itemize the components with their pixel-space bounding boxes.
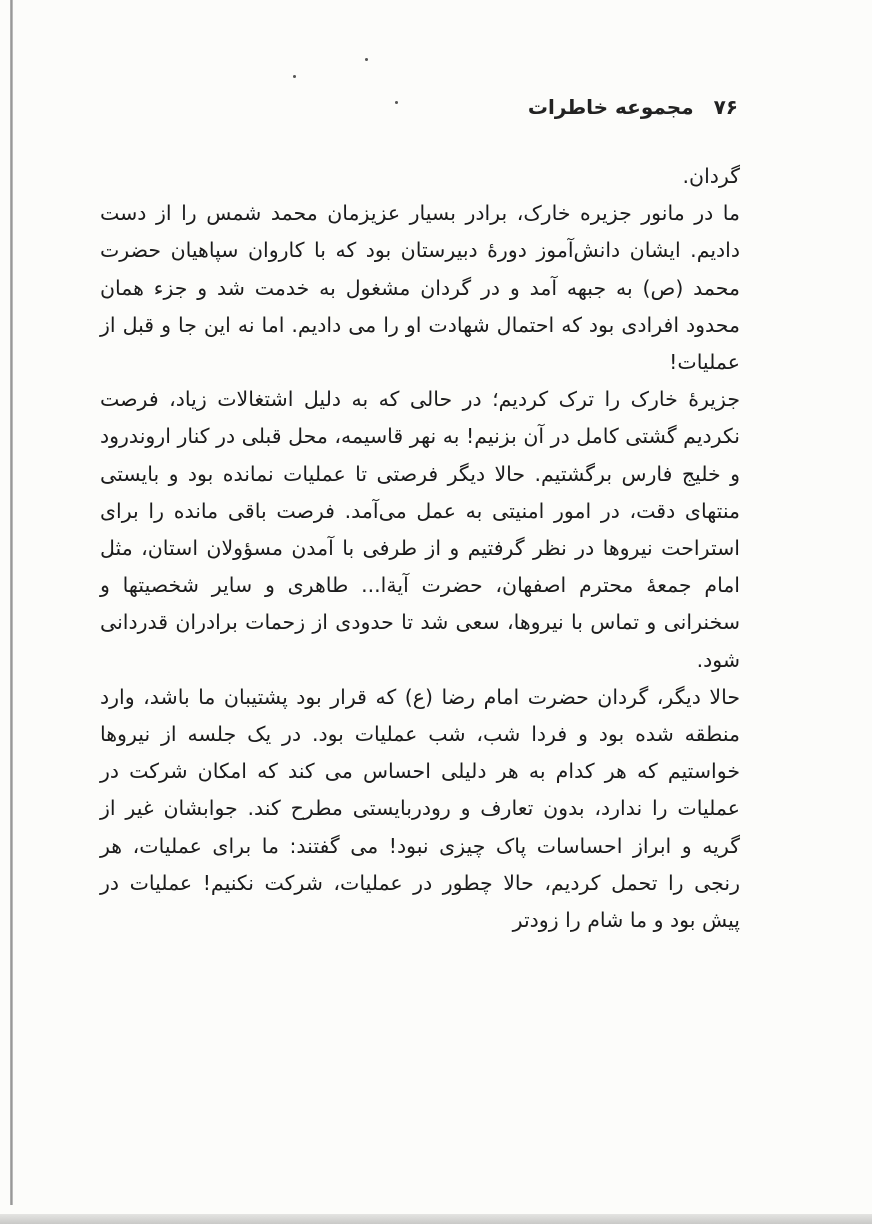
page-number: ۷۶ [713,95,738,119]
book-spine-shadow [10,0,13,1205]
speck-mark [365,58,368,61]
speck-mark [293,75,296,78]
paragraph: ما در مانور جزیره خارک، برادر بسیار عزیزمان محمد شمس را از دست دادیم. ایشان دانش‌آموز دورهٔ دبیرستان بود که با کاروان سپاهیان حضرت محمد (ص) به جبهه آمد و در گردان مشغول به خدمت شد و جزء همان محدود افرادی بود که احتمال شهادت او را می دادیم. اما نه این جا و قبل از عملیات! [100,201,740,375]
speck-mark [395,101,398,104]
running-title: مجموعه خاطرات [527,95,694,119]
paragraph: جزیرهٔ خارک را ترک کردیم؛ در حالی که به دلیل اشتغالات زیاد، فرصت نکردیم گشتی کامل در آن بزنیم! به نهر قاسیمه، محل قبلی در کنار اروندرود و خلیج فارس برگشتیم. حالا دیگر فرصتی تا عملیات نمانده بود و بایستی منتهای دقت، در امور امنیتی به عمل می‌آمد. فرصت باقی مانده را برای استراحت نیروها در نظر گرفتیم و از طرفی با آمدن مسؤولان استان، مثل امام جمعهٔ محترم اصفهان، حضرت آیة‌ا... طاهری و سایر شخصیتها و سخنرانی و تماس با نیروها، سعی شد تا حدودی از زحمات برادران قدردانی شود. [100,387,740,672]
paragraph: گردان. [682,164,740,188]
page-header [500,90,738,124]
page-bottom-edge [0,1214,872,1224]
paragraph: حالا دیگر، گردان حضرت امام رضا (ع) که قرار بود پشتیبان ما باشد، وارد منطقه شده بود و فردا شب، شب عملیات بود. در یک جلسه از نیروها خواستیم که هر کدام به هر دلیلی احساس می کند که امکان شرکت در عملیات را ندارد، بدون تعارف و رودربایستی مطرح کند. جوابشان غیر از گریه و ابراز احساسات پاک چیزی نبود! می گفتند: ما برای عملیات، هر رنجی را تحمل کردیم، حالا چطور در عملیات، شرکت نکنیم! عملیات در پیش بود و ما شام را زودتر [100,684,740,933]
body-text [100,158,740,939]
